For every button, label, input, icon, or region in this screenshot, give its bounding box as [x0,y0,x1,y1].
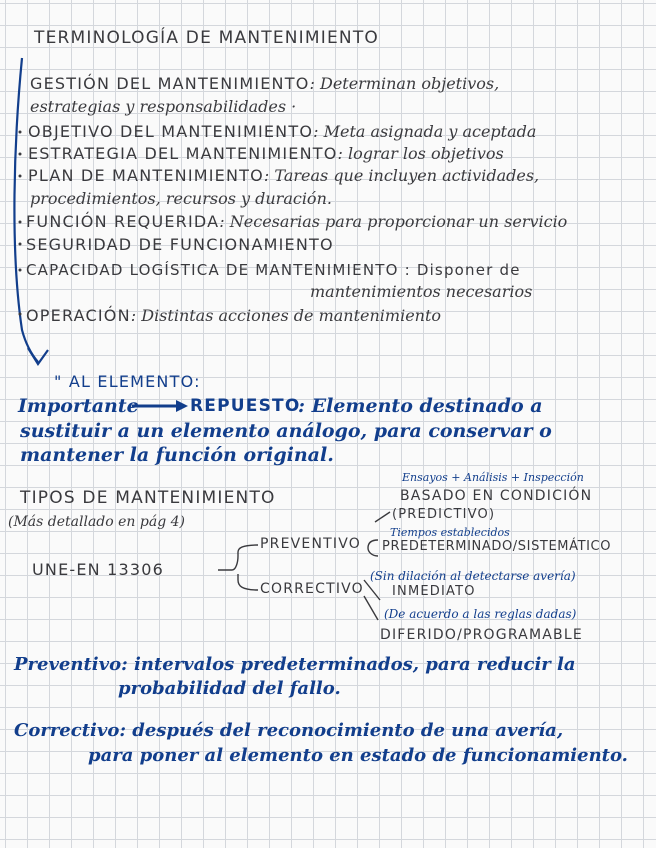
preventive-label: PREVENTIVO [260,536,361,552]
condition-based: BASADO EN CONDICIÓN [400,488,593,504]
tree-lines [218,512,390,620]
term-row-operacion: OPERACIÓN: Distintas acciones de mantenimiento [26,306,442,325]
times-note: Tiempos establecidos [390,526,510,539]
replacement-def-line3: mantener la función original. [20,444,334,466]
replacement-def-line1: : Elemento destinado a [298,395,543,417]
predictive-label: (PREDICTIVO) [392,507,496,522]
term-row-seguridad: SEGURIDAD DE FUNCIONAMIENTO [26,235,334,254]
term-row-plan-cont: procedimientos, recursos y duración. [30,189,332,208]
types-detail-note: (Más detallado en pág 4) [8,514,185,530]
term-row-funcion: FUNCIÓN REQUERIDA: Necesarias para proporcionar un servicio [26,212,568,231]
term-row-objetivo: OBJETIVO DEL MANTENIMIENTO: Meta asignada y aceptada [28,122,537,141]
replacement-term: REPUESTO [190,396,301,416]
term-row-capacidad: CAPACIDAD LOGÍSTICA DE MANTENIMIENTO : Disponer de [26,261,521,279]
deferred-note: (De acuerdo a las reglas dadas) [384,607,577,621]
element-note: " AL ELEMENTO: [54,372,201,391]
term-row-plan: PLAN DE MANTENIMIENTO: Tareas que incluyen actividades, [28,166,540,185]
standard-code: UNE-EN 13306 [32,560,165,579]
important-lead: Importante [18,395,139,417]
term-row-estrategia: ESTRATEGIA DEL MANTENIMIENTO: lograr los objetivos [28,144,504,163]
deferred-label: DIFERIDO/PROGRAMABLE [380,627,583,643]
page-title: TERMINOLOGÍA DE MANTENIMIENTO [34,28,379,48]
types-title: TIPOS DE MANTENIMIENTO [20,488,276,508]
replacement-def-line2: sustituir a un elemento análogo, para conservar o [20,420,552,442]
important-arrowhead [176,400,188,412]
immediate-note: (Sin dilación al detectarse avería) [370,569,576,583]
term-bullets [19,131,22,316]
preventive-def-line2: probabilidad del fallo. [118,678,341,699]
term-row-gestion: GESTIÓN DEL MANTENIMIENTO: Determinan objetivos, [30,74,500,93]
corrective-def-line1: Correctivo: después del reconocimiento de una avería, [14,720,564,741]
condition-note: Ensayos + Análisis + Inspección [402,471,584,484]
immediate-label: INMEDIATO [392,584,476,599]
corrective-label: CORRECTIVO [260,581,364,597]
term-row-gestion-cont: estrategias y responsabilidades · [30,97,297,116]
predetermined-label: PREDETERMINADO/SISTEMÁTICO [382,539,612,554]
corrective-def-line2: para poner al elemento en estado de funcionamiento. [88,745,628,766]
preventive-def-line1: Preventivo: intervalos predeterminados, para reducir la [14,654,576,675]
term-row-capacidad-cont: mantenimientos necesarios [310,282,533,301]
